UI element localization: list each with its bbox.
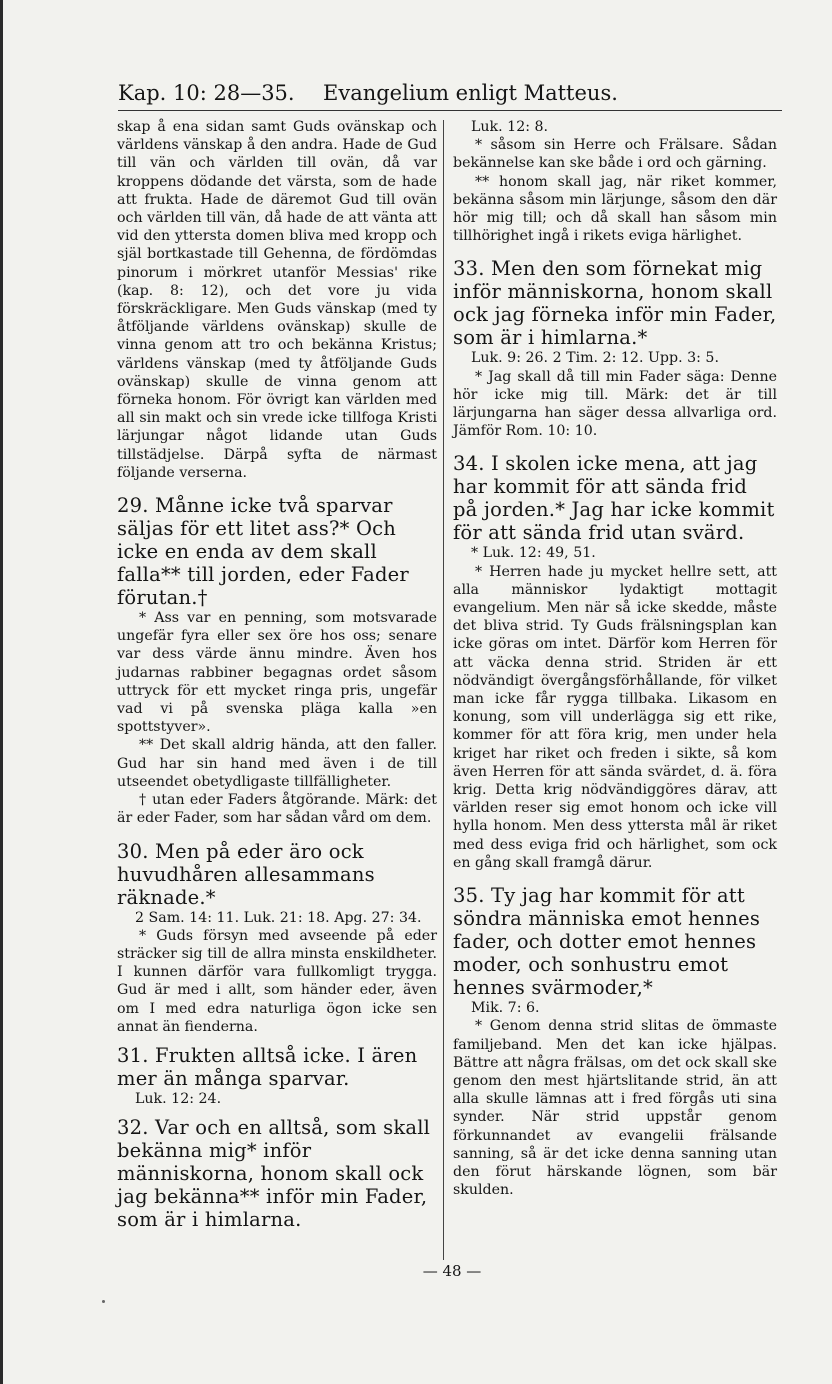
cross-reference-35: Mik. 7: 6. [471, 1000, 540, 1017]
footnote-32-1: * såsom sin Herre och Frälsare. Sådan bekännelse kan ske både i ord och gärning. [453, 137, 777, 172]
verse-33: 33. Men den som förnekat mig inför människorna, honom skall ock jag förneka inför min Fader, som är i himlarna.* [453, 257, 777, 350]
verse-32: 32. Var och en alltså, som skall bekänna mig* inför människorna, honom skall ock jag bekänna** inför min Fader, som är i himlarna. [117, 1116, 431, 1232]
footnote-30: * Guds försyn med avseende på eder sträcker sig till de allra minsta enskildheter. I kunnen därför vara fullkomligt trygga. Gud är med i allt, som händer eder, även om I med edra naturliga ögon icke sen annat än fienderna. [117, 927, 437, 1035]
verse-30: 30. Men på eder äro ock huvudhåren allesammans räknade.* [117, 839, 375, 909]
chapter-reference: Kap. 10: 28—35. [118, 81, 295, 105]
verse-35: 35. Ty jag har kommit för att söndra människa emot hennes fader, och dotter emot hennes moder, och sonhustru emot hennes svärmoder,* [453, 884, 761, 1000]
book-title: Evangelium enligt Matteus. [323, 81, 618, 105]
footnote-29-3: † utan eder Faders åtgörande. Märk: det är eder Fader, som har sådan vård om dem. [117, 792, 437, 827]
cross-reference-33: Luk. 9: 26. 2 Tim. 2: 12. Upp. 3: 5. [471, 350, 719, 367]
page-number: — 48 — [422, 1262, 482, 1280]
footnote-29-2: ** Det skall aldrig hända, att den faller. Gud har sin hand med även i de till utseendet obetydligaste tillfälligheter. [117, 737, 437, 790]
footnote-33: * Jag skall då till min Fader säga: Denne hör icke mig till. Märk: det är till lärjungarna han säger dessa allvarliga ord. Jämför Rom. 10: 10. [453, 368, 777, 440]
cross-reference-34: * Luk. 12: 49, 51. [471, 545, 596, 562]
cross-reference-30: 2 Sam. 14: 11. Luk. 21: 18. Apg. 27: 34. [135, 909, 422, 926]
scan-speck [102, 1300, 105, 1303]
scan-edge [0, 0, 3, 1384]
left-column [117, 118, 437, 1231]
commentary-continuation: skap å ena sidan samt Guds ovänskap och världens vänskap å den andra. Hade de Gud till vän och världen till ovän, då var kroppens dödande det värsta, som de hade att frukta. Hade de däremot Gud till ovän och världen till vän, då hade de att vänta att vid den yttersta domen bliva med kropp och själ bortkastade till Gehenna, de fördömdas pinorum i mörkret utanför Messias' rike (kap. 8: 12), och det vore ju vida förskräckligare. Men Guds vänskap (med ty åtföljande världens ovänskap) skulle de vinna genom att tro och bekänna Kristus; världens vänskap (med ty åtföljande Guds ovänskap) skulle de vinna genom att förneka honom. För övrigt kan världen med all sin makt och sin vrede icke tillfoga Kristi lärjungar något lidande utan Guds tillstädjelse. Därpå syfta de närmast följande verserna. [117, 119, 437, 481]
footnote-32-2: ** honom skall jag, när riket kommer, bekänna såsom min lärjunge, såsom den där hör mig till; och då skall han såsom min tillhörighet ingå i rikets eviga härlighet. [453, 173, 777, 245]
verse-34: 34. I skolen icke mena, att jag har kommit för att sända frid på jorden.* Jag har icke kommit för att sända frid utan svärd. [453, 452, 775, 545]
footnote-29-1: * Ass var en penning, som motsvarade ungefär fyra eller sex öre hos oss; senare var dess värde ännu mindre. Även hos judarnas rabbiner begagnas ordet såsom uttryck för ett mycket ringa pris, ungefär vad vi på svenska pläga kalla »en spottstyver». [117, 610, 437, 736]
cross-reference-32: Luk. 12: 8. [471, 119, 549, 135]
cross-reference-31: Luk. 12: 24. [135, 1090, 222, 1107]
right-column [453, 118, 777, 1199]
footnote-35: * Genom denna strid slitas de ömmaste familjeband. Men det kan icke hjälpas. Bättre att några frälsas, om det ock skall ske genom den mest hjärtslitande strid, än att alla skulle lämnas att i fred förgås uti sina synder. När strid uppstår genom förkunnandet av evangelii frälsande sanning, så är det icke denna sanning utan den förut härskande lögnen, som bär skulden. [453, 1018, 777, 1199]
footnote-34: * Herren hade ju mycket hellre sett, att alla människor lydaktigt mottagit evangelium. Men när så icke skedde, måste det bliva strid. Ty Guds frälsningsplan kan icke göras om intet. Därför kom Herren för att väcka denna strid. Striden är ett nödvändigt övergångsförhållande, för vilket man icke får rygga tillbaka. Likasom en konung, som vill underlägga sig ett rike, kommer för att föra krig, men under hela kriget har riket och freden i sikte, så kom även Herren för att sända svärdet, d. ä. föra krig. Detta krig nödvändiggöres därav, att världen reser sig emot honom och icke vill hylla honom. Men dess yttersta mål är riket med dess eviga frid och härlighet, som ock en gång skall framgå därur. [453, 563, 777, 871]
verse-29: 29. Månne icke två sparvar säljas för ett litet ass?* Och icke en enda av dem skall falla** till jorden, eder Fader förutan.† [117, 494, 409, 610]
header-rule [118, 110, 782, 111]
column-divider [443, 120, 444, 1260]
verse-31: 31. Frukten alltså icke. I ären mer än många sparvar. [117, 1043, 418, 1090]
